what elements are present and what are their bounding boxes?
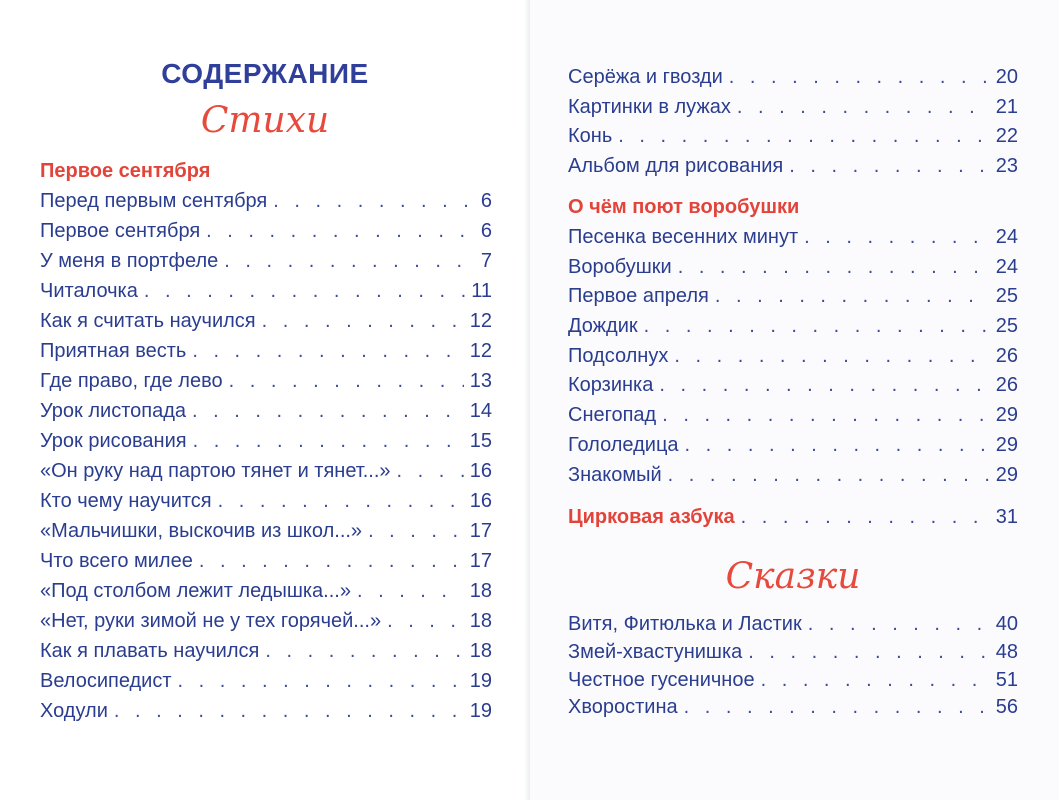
entry-page-number: 6: [480, 190, 492, 212]
toc-entry[interactable]: [568, 151, 1018, 181]
dot-leader: [144, 276, 465, 306]
toc-entry[interactable]: [568, 341, 1018, 371]
entry-page-number: 12: [469, 310, 492, 332]
dot-leader: [114, 696, 464, 726]
dot-leader: [178, 666, 464, 696]
toc-entry[interactable]: [40, 276, 492, 306]
entry-title: «Он руку над партою тянет и тянет...»: [40, 460, 391, 482]
entry-page-number: 18: [469, 580, 492, 602]
toc-entry[interactable]: [40, 546, 492, 576]
entry-page-number: 24: [995, 256, 1018, 278]
entry-title: Снегопад: [568, 404, 657, 426]
toc-entry[interactable]: [40, 636, 492, 666]
entry-title: Подсолнух: [568, 345, 669, 367]
dot-leader: [618, 121, 990, 151]
entry-page-number: 26: [995, 345, 1018, 367]
entry-page-number: 18: [469, 610, 492, 632]
toc-entry[interactable]: [40, 666, 492, 696]
toc-entry[interactable]: [568, 637, 1018, 667]
toc-entry[interactable]: [568, 430, 1018, 460]
entry-title: Первое апреля: [568, 285, 709, 307]
toc-entry[interactable]: [568, 281, 1018, 311]
entry-page-number: 14: [469, 400, 492, 422]
entry-page-number: 51: [995, 669, 1018, 691]
entry-title: «Нет, руки зимой не у тех горячей...»: [40, 610, 382, 632]
dot-leader: [206, 216, 475, 246]
entry-title: Кто чему научится: [40, 490, 212, 512]
dot-leader: [808, 609, 990, 639]
toc-entry[interactable]: [568, 665, 1018, 695]
contents-title: СОДЕРЖАНИЕ: [161, 58, 369, 89]
entry-title: Первое сентября: [40, 220, 201, 242]
toc-entry[interactable]: [40, 216, 492, 246]
entry-title: Воробушки: [568, 256, 672, 278]
entry-title: Честное гусеничное: [568, 669, 755, 691]
entry-title: Где право, где лево: [40, 370, 223, 392]
entry-page-number: 56: [995, 696, 1018, 718]
entry-page-number: 19: [469, 700, 492, 722]
toc-entry[interactable]: [40, 516, 492, 546]
toc-entry[interactable]: [568, 222, 1018, 252]
section-title-tales: Сказки: [725, 556, 861, 597]
toc-entry[interactable]: [40, 576, 492, 606]
entry-page-number: 7: [480, 250, 492, 272]
entry-page-number: 26: [995, 374, 1018, 396]
entry-title: Корзинка: [568, 374, 654, 396]
dot-leader: [265, 636, 463, 666]
entry-page-number: 13: [469, 370, 492, 392]
entry-title: «Под столбом лежит ледышка...»: [40, 580, 351, 602]
entry-page-number: 6: [480, 220, 492, 242]
group-heading-circus-alphabet: Цирковая азбука: [568, 506, 735, 528]
entry-title: Картинки в лужах: [568, 96, 731, 118]
dot-leader: [192, 336, 463, 366]
dot-leader: [262, 306, 464, 336]
entry-page-number: 12: [469, 340, 492, 362]
entry-page-number: 16: [469, 490, 492, 512]
entry-title: Как я считать научился: [40, 310, 256, 332]
entry-page-number: 17: [469, 520, 492, 542]
dot-leader: [357, 576, 464, 606]
toc-entry[interactable]: [568, 121, 1018, 151]
toc-entry[interactable]: [40, 396, 492, 426]
dot-leader: [685, 430, 990, 460]
toc-entry[interactable]: [568, 62, 1018, 92]
toc-entry[interactable]: [40, 426, 492, 456]
toc-entry[interactable]: [568, 460, 1018, 490]
entry-page-number: 24: [995, 226, 1018, 248]
entry-page-number: 25: [995, 315, 1018, 337]
entry-page-number: 21: [995, 96, 1018, 118]
entry-page-number: 31: [995, 506, 1018, 528]
entry-page-number: 16: [469, 460, 492, 482]
entry-page-number: 15: [469, 430, 492, 452]
toc-entry[interactable]: [568, 252, 1018, 282]
dot-leader: [684, 692, 990, 722]
toc-entry[interactable]: [568, 92, 1018, 122]
dot-leader: [397, 456, 464, 486]
entry-page-number: 19: [469, 670, 492, 692]
toc-entry[interactable]: [40, 336, 492, 366]
entry-page-number: 23: [995, 155, 1018, 177]
entry-title: Приятная весть: [40, 340, 187, 362]
entry-title: Витя, Фитюлька и Ластик: [568, 613, 802, 635]
entry-page-number: 17: [469, 550, 492, 572]
dot-leader: [748, 637, 989, 667]
entry-page-number: 22: [995, 125, 1018, 147]
toc-entry[interactable]: [568, 609, 1018, 639]
dot-leader: [193, 426, 464, 456]
dot-leader: [741, 502, 990, 532]
section-title-poems: Стихи: [200, 100, 330, 141]
entry-page-number: 11: [471, 280, 492, 302]
dot-leader: [678, 252, 990, 282]
dot-leader: [789, 151, 989, 181]
entry-page-number: 29: [995, 464, 1018, 486]
entry-title: Знакомый: [568, 464, 662, 486]
toc-entry[interactable]: [40, 246, 492, 276]
toc-entry[interactable]: [40, 486, 492, 516]
entry-page-number: 25: [995, 285, 1018, 307]
toc-entry[interactable]: [40, 366, 492, 396]
entry-title: Песенка весенних минут: [568, 226, 799, 248]
dot-leader: [229, 366, 464, 396]
entry-page-number: 20: [995, 66, 1018, 88]
dot-leader: [761, 665, 990, 695]
entry-title: Как я плавать научился: [40, 640, 260, 662]
entry-title: У меня в портфеле: [40, 250, 219, 272]
toc-entry[interactable]: [40, 696, 492, 726]
entry-title: Ходули: [40, 700, 108, 722]
dot-leader: [218, 486, 464, 516]
entry-title: Конь: [568, 125, 613, 147]
dot-leader: [192, 396, 464, 426]
dot-leader: [674, 341, 989, 371]
entry-title: Серёжа и гвозди: [568, 66, 723, 88]
entry-page-number: 29: [995, 434, 1018, 456]
entry-title: Перед первым сентября: [40, 190, 268, 212]
entry-title: Велосипедист: [40, 670, 172, 692]
toc-entry[interactable]: [40, 606, 492, 636]
dot-leader: [644, 311, 990, 341]
toc-entry[interactable]: [568, 311, 1018, 341]
entry-page-number: 18: [469, 640, 492, 662]
dot-leader: [387, 606, 464, 636]
dot-leader: [224, 246, 475, 276]
entry-title: Альбом для рисования: [568, 155, 784, 177]
dot-leader: [662, 400, 990, 430]
dot-leader: [737, 92, 990, 122]
entry-title: Урок листопада: [40, 400, 187, 422]
dot-leader: [368, 516, 464, 546]
entry-title: Дождик: [568, 315, 638, 337]
dot-leader: [659, 370, 989, 400]
toc-entry[interactable]: [568, 692, 1018, 722]
entry-page-number: 48: [995, 641, 1018, 663]
entry-title: Урок рисования: [40, 430, 187, 452]
dot-leader: [199, 546, 464, 576]
entry-title: Змей-хвастунишка: [568, 641, 743, 663]
group-heading-sparrows: О чём поют воробушки: [568, 196, 800, 218]
toc-entry[interactable]: [568, 400, 1018, 430]
toc-entry[interactable]: [40, 456, 492, 486]
toc-entry[interactable]: [568, 370, 1018, 400]
dot-leader: [668, 460, 990, 490]
dot-leader: [804, 222, 990, 252]
entry-title: Гололедица: [568, 434, 679, 456]
entry-title: Что всего милее: [40, 550, 193, 572]
toc-entry-circus-alphabet[interactable]: [568, 502, 1018, 532]
entry-title: «Мальчишки, выскочив из школ...»: [40, 520, 363, 542]
entry-page-number: 29: [995, 404, 1018, 426]
toc-entry[interactable]: [40, 306, 492, 336]
dot-leader: [273, 186, 475, 216]
entry-page-number: 40: [995, 613, 1018, 635]
toc-entry[interactable]: [40, 186, 492, 216]
group-heading-first-september: Первое сентября: [40, 160, 211, 182]
dot-leader: [729, 62, 990, 92]
entry-title: Читалочка: [40, 280, 138, 302]
entry-title: Хворостина: [568, 696, 678, 718]
dot-leader: [715, 281, 990, 311]
